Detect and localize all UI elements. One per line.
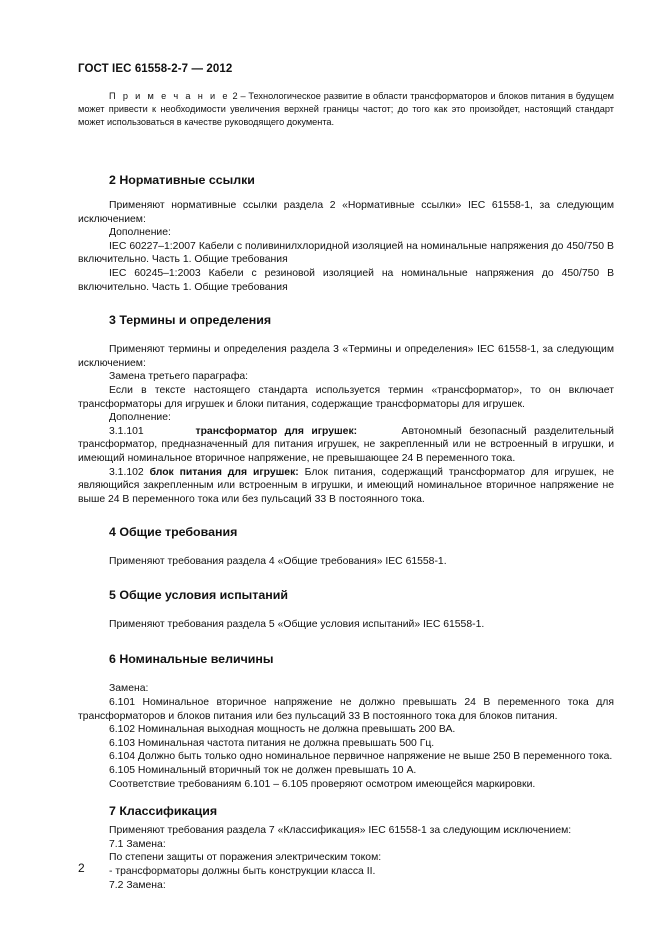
- section-2-heading: 2 Нормативные ссылки: [109, 173, 255, 187]
- section-3-paragraph: Дополнение:: [109, 412, 171, 424]
- note-text: 2 – Технологическое развитие в области трансформаторов и блоков питания в будущем может привести к необходимости увеличения верхней границы частот; до того как это произойдет, настоящий стандарт может использоваться в качестве руководящего документа.: [78, 91, 614, 127]
- section-6-item: 6.105 Номинальный вторичный ток не должен превышать 10 А.: [109, 765, 417, 777]
- term-number: 3.1.102: [109, 466, 144, 478]
- term-text: Автономный безопасный разделительный трансформатор, предназначенный для питания игрушек, не закрепленный или не встроенный в игрушки, и имеющий номинальное вторичное напряжение, не превышающее 24 В переменного тока.: [78, 425, 614, 464]
- section-6-item: 6.102 Номинальная выходная мощность не должна превышать 200 ВА.: [109, 724, 456, 736]
- note-paragraph: [78, 90, 614, 129]
- section-6-item: Соответствие требованиям 6.101 – 6.105 проверяют осмотром имеющейся маркировки.: [109, 778, 536, 790]
- page-number: 2: [78, 861, 85, 875]
- section-6-paragraph: Замена:: [109, 683, 149, 695]
- section-7-item: По степени защиты от поражения электрическим током:: [109, 852, 382, 864]
- section-3-paragraph: Применяют термины и определения раздела 3 «Термины и определения» IEC 61558-1, за следующим исключением:: [78, 344, 614, 369]
- section-2-paragraph: Дополнение:: [109, 227, 171, 239]
- term-text: Блок питания, содержащий трансформатор для игрушек, не являющийся закрепленным или встроенным в игрушки, и имеющий номинальное вторичное напряжение не выше 24 В переменного тока или без пульсаций 33 В постоянного тока.: [78, 466, 615, 505]
- note-label: П р и м е ч а н и е: [109, 91, 230, 101]
- section-3-paragraph: Если в тексте настоящего стандарта используется термин «трансформатор», то он включает трансформаторы для игрушек и блоки питания, содержащие трансформаторы для игрушек.: [78, 384, 614, 410]
- section-6-item: 6.104 Должно быть только одно номинальное первичное напряжение не выше 250 В переменного тока.: [109, 751, 613, 763]
- section-2-reference: IEC 60245–1:2003 Кабели с резиновой изоляцией на номинальные напряжения до 450/750 В включительно. Часть 1. Общие требования: [78, 267, 614, 293]
- section-7-item: 7.2 Замена:: [109, 879, 166, 891]
- section-6-item: 6.101 Номинальное вторичное напряжение не должно превышать 24 В переменного тока для трансформаторов и блоков питания или без пульсаций 33 В постоянного тока для блоков питания.: [78, 697, 614, 722]
- term-definition-3-1-101: [78, 425, 614, 466]
- section-2-reference: IEC 60227–1:2007 Кабели с поливинилхлоридной изоляцией на номинальные напряжения до 450/750 В включительно. Часть 1. Общие требования: [78, 240, 614, 266]
- term-name: трансформатор для игрушек:: [195, 425, 358, 437]
- section-7-paragraph: Применяют требования раздела 7 «Классификация» IEC 61558-1 за следующим исключением:: [109, 825, 572, 837]
- section-2-paragraph: Применяют нормативные ссылки раздела 2 «Нормативные ссылки» IEC 61558-1, за следующим исключением:: [78, 200, 614, 225]
- term-number: 3.1.101: [109, 425, 144, 437]
- section-4-heading: 4 Общие требования: [109, 525, 238, 540]
- section-6-heading: 6 Номинальные величины: [109, 652, 274, 667]
- term-definition-3-1-102: [78, 466, 614, 507]
- section-7-item: - трансформаторы должны быть конструкции класса II.: [109, 866, 376, 877]
- section-7-heading: 7 Классификация: [109, 804, 218, 819]
- section-3-paragraph: Замена третьего параграфа:: [109, 371, 249, 383]
- document-body: [78, 172, 614, 892]
- section-7-item: 7.1 Замена:: [109, 838, 166, 850]
- section-6-item: 6.103 Номинальная частота питания не должна превышать 500 Гц.: [109, 737, 435, 749]
- section-3-heading: 3 Термины и определения: [109, 313, 272, 328]
- section-4-paragraph: Применяют требования раздела 4 «Общие требования» IEC 61558-1.: [109, 556, 447, 568]
- document-header: ГОСТ IEC 61558-2-7 — 2012: [78, 63, 233, 75]
- term-name: блок питания для игрушек:: [149, 466, 299, 478]
- section-5-paragraph: Применяют требования раздела 5 «Общие условия испытаний» IEC 61558-1.: [109, 618, 485, 630]
- section-5-heading: 5 Общие условия испытаний: [109, 587, 288, 602]
